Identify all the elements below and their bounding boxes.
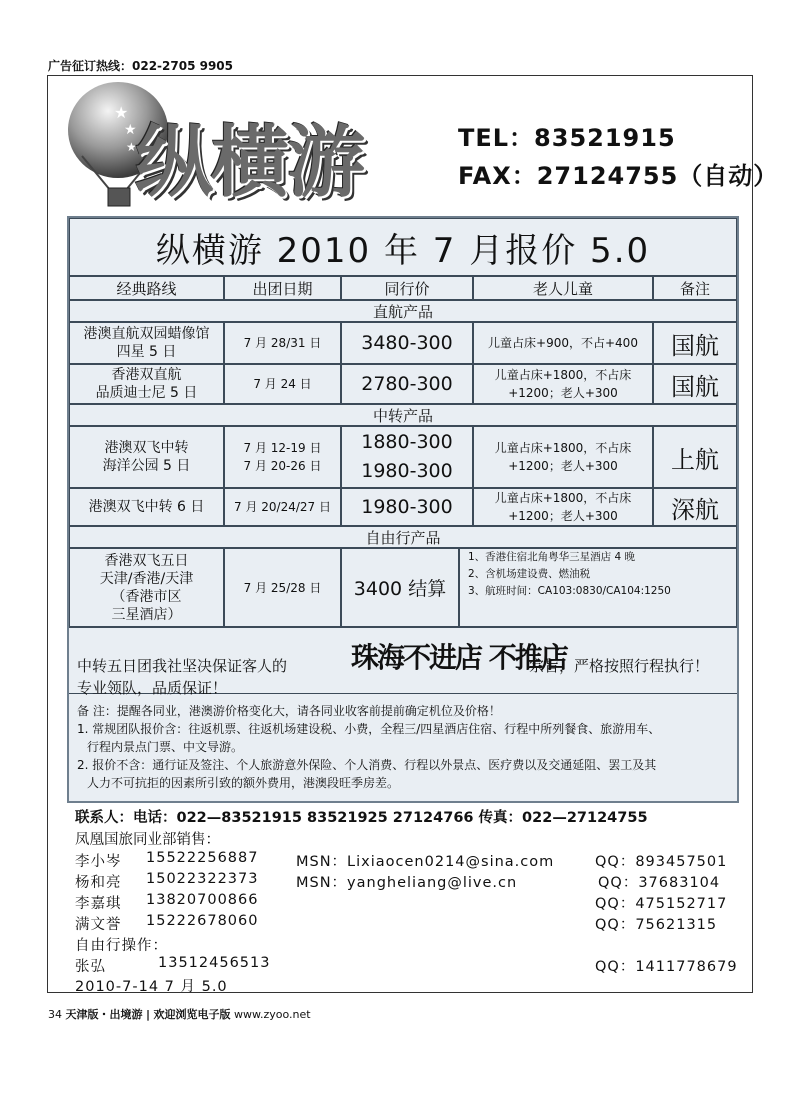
kids-line: 儿童占床+1800，不占床	[494, 441, 632, 455]
brand-logo-text: 纵横游	[135, 117, 364, 208]
price-line: 1880-300	[361, 431, 453, 453]
note-line: 1. 常规团队报价含：往返机票、往返机场建设税、小费，全程三/四星酒店住宿、行程中所列餐食、旅游用车、	[77, 722, 661, 736]
header-remark: 备注	[653, 276, 737, 300]
staff-qq: QQ：37683104	[598, 875, 721, 891]
staff-msn: MSN：yangheliang@live.cn	[296, 875, 518, 891]
note-line: 备 注：提醒各同业，港澳游价格变化大，请各同业收客前提前确定机位及价格！	[77, 704, 501, 718]
price-table	[67, 216, 739, 803]
table-row-airline: 国航	[653, 364, 737, 404]
table-row-date: 7 月 24 日	[224, 364, 341, 404]
header-route: 经典路线	[69, 276, 224, 300]
footer-separator: |	[146, 1008, 151, 1021]
table-row-kids: 儿童占床+900，不占+400	[473, 322, 653, 364]
free-ops-label: 自由行操作：	[75, 938, 168, 954]
staff-name: 李小岑	[75, 854, 122, 870]
free-note-line: 3、航班时间：CA103:0830/CA104:1250	[468, 585, 671, 597]
staff-qq: QQ：475152717	[595, 896, 728, 912]
route-line: 港澳直航双园蜡像馆	[83, 326, 210, 342]
svg-text:★: ★	[126, 140, 137, 154]
kids-line: 儿童占床+1800，不占床	[494, 368, 632, 382]
contact-line: 联系人：电话：022—83521915 83521925 27124766 传真：022—27124755	[75, 810, 648, 826]
note-line: 2. 报价不含：通行证及签注、个人旅游意外保险、个人消费、行程以外景点、医疗费以及交通延阻、罢工及其	[77, 758, 657, 772]
table-row-date: 7 月 25/28 日	[224, 548, 341, 627]
kids-line: 儿童占床+1800，不占床	[494, 491, 632, 505]
staff-phone: 15222678060	[146, 913, 259, 929]
svg-text:★: ★	[114, 103, 129, 122]
section-transfer: 中转产品	[69, 404, 737, 426]
table-row-price: 2780-300	[341, 364, 473, 404]
table-row-date	[224, 426, 341, 488]
staff-msn: MSN：Lixiaocen0214@sina.com	[296, 854, 555, 870]
staff-phone: 13820700866	[146, 892, 259, 908]
page-number: 34	[48, 1008, 62, 1021]
table-row-route	[69, 322, 224, 364]
fax-number: FAX：27124755（自动）	[458, 162, 779, 190]
table-row-price: 1980-300	[341, 488, 473, 526]
staff-name: 李嘉琪	[75, 896, 122, 912]
section-free: 自由行产品	[69, 526, 737, 548]
date-line: 7 月 12-19 日	[243, 441, 322, 455]
website-link[interactable]: www.zyoo.net	[234, 1008, 311, 1021]
tel-number: TEL：83521915	[458, 124, 676, 152]
staff-phone: 15522256887	[146, 850, 259, 866]
footer-slogan: 欢迎浏览电子版	[153, 1008, 231, 1021]
table-row-route: 港澳双飞中转 6 日	[69, 488, 224, 526]
table-row-route	[69, 426, 224, 488]
staff-qq: QQ：1411778679	[595, 959, 738, 975]
table-row-notes	[459, 548, 737, 627]
route-line: 香港双直航	[111, 367, 182, 383]
route-line: 四星 5 日	[116, 344, 177, 360]
promise-banner	[69, 627, 737, 697]
route-line: 三星酒店）	[111, 606, 182, 623]
staff-name: 满文誉	[75, 917, 122, 933]
ad-hotline: 广告征订热线：022-2705 9905	[48, 59, 234, 73]
section-direct: 直航产品	[69, 300, 737, 322]
price-line: 1980-300	[361, 460, 453, 482]
route-line: 天津/香港/天津	[99, 570, 194, 587]
promise-text: 中转五日团我社坚决保证客人的	[77, 657, 288, 675]
table-row-airline: 深航	[653, 488, 737, 526]
kids-line: +1200；老人+300	[508, 386, 618, 400]
header-date: 出团日期	[224, 276, 341, 300]
kids-line: +1200；老人+300	[508, 459, 618, 473]
table-row-date: 7 月 20/24/27 日	[224, 488, 341, 526]
sales-dept: 凤凰国旅同业部销售：	[75, 832, 220, 848]
table-row-route	[69, 364, 224, 404]
table-row-price: 3480-300	[341, 322, 473, 364]
header-price: 同行价	[341, 276, 473, 300]
header-kids: 老人儿童	[473, 276, 653, 300]
kids-line: +1200；老人+300	[508, 509, 618, 523]
table-row-kids	[473, 426, 653, 488]
staff-name: 杨和亮	[75, 875, 122, 891]
date-line: 7 月 20-26 日	[243, 459, 322, 473]
staff-qq: QQ：893457501	[595, 854, 728, 870]
route-line: 香港双飞五日	[104, 552, 189, 569]
svg-text:★: ★	[124, 122, 137, 138]
staff-phone: 15022322373	[146, 871, 259, 887]
free-note-line: 1、香港住宿北角粤华三星酒店 4 晚	[468, 551, 636, 563]
route-line: 海洋公园 5 日	[102, 458, 191, 474]
staff-qq: QQ：75621315	[595, 917, 718, 933]
table-row-route	[69, 548, 224, 627]
promise-stamp: 珠海不进店 不推店	[351, 641, 567, 674]
promise-text: 专业领队，品质保证！	[77, 679, 228, 697]
table-row-airline: 上航	[653, 426, 737, 488]
route-line: 港澳双飞中转	[104, 440, 189, 456]
note-line: 行程内景点门票、中文导游。	[87, 740, 244, 754]
table-row-kids	[473, 488, 653, 526]
route-line: 品质迪士尼 5 日	[95, 385, 198, 401]
table-row-date: 7 月 28/31 日	[224, 322, 341, 364]
route-line: （香港市区	[111, 588, 182, 605]
staff-name: 张弘	[75, 959, 106, 975]
table-row-price: 3400 结算	[341, 548, 459, 627]
notes-block	[77, 702, 729, 792]
version-line: 2010-7-14 7 月 5.0	[75, 979, 228, 995]
table-row-kids	[473, 364, 653, 404]
note-line: 人力不可抗拒的因素所引致的额外费用，港澳段旺季房差。	[87, 776, 400, 790]
promise-text: 宗旨，严格按照行程执行！	[529, 657, 710, 675]
table-row-airline: 国航	[653, 322, 737, 364]
edition-label: 天津版・出境游	[65, 1008, 143, 1021]
table-title: 纵横游 2010 年 7 月报价 5.0	[69, 218, 737, 276]
page-footer	[48, 1006, 311, 1022]
table-row-price	[341, 426, 473, 488]
staff-phone: 13512456513	[158, 955, 271, 971]
free-note-line: 2、含机场建设费、燃油税	[468, 568, 591, 580]
